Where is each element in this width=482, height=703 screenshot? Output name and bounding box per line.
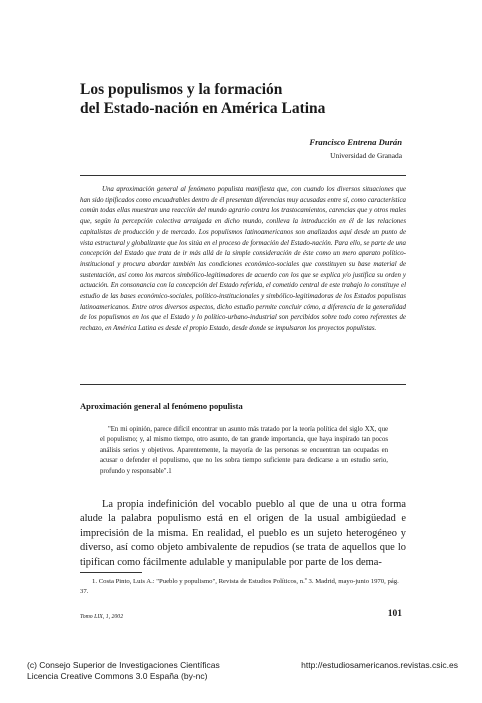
copyright-line-1: (c) Consejo Superior de Investigaciones Científicas <box>27 660 220 670</box>
copyright-notice <box>27 660 220 682</box>
title-line-2: del Estado-nación en América Latina <box>80 100 326 117</box>
abstract-top-rule <box>80 175 406 176</box>
footnote-rule <box>80 572 142 573</box>
author-affiliation: Universidad de Granada <box>330 151 402 160</box>
title-line-1: Los populismos y la formación <box>80 81 283 98</box>
footnote-text: 1. Costa Pinto, Luis A.: "Pueblo y populismo", Revista de Estudios Políticos, n.º 3. Madrid, mayo-junio 1970, pág. 37. <box>80 578 399 595</box>
author-name: Francisco Entrena Durán <box>309 137 402 147</box>
journal-url-link[interactable]: http://estudiosamericanos.revistas.csic.es <box>301 660 458 670</box>
page-number: 101 <box>387 609 402 619</box>
epigraph-quote: "En mi opinión, parece difícil encontrar un asunto más tratado por la teoría política del siglo XX, que el populismo; y, al mismo tiempo, otro asunto, de tan grande importancia, que haya inspirado tan pocos análisis serios y objetivos. Aparentemente, la mayoría de las personas se encuentran tan ocupadas en acusar o defender el populismo, que no les sobra tiempo suficiente para dedicarse a un estudio serio, profundo y responsable".1 <box>100 426 388 475</box>
abstract-text: Una aproximación general al fenómeno populista manifiesta que, con cuando los diversos situaciones que han sido tipificados como encuadrables dentro de él presentan diferencias muy acusadas entre sí, como característica común todas ellas muestran una reacción del mundo agrario contra los trastocamientos, carencias que y otros males que, según la percepción colectiva arraigada en dicho mundo, conlleva la introducción en él de las relaciones capitalistas de producción y de mercado. Los populismos latinoamericanos son analizados aquí desde un punto de vista estructural y globalizante que los sitúa en el proceso de formación del Estado-nación. Para ello, se parte de una concepción del Estado que trata de ir más allá de la simple consideración de éste como un mero aparato político-institucional y procura abordar también las condiciones económico-sociales que constituyen su base material de sustentación, así como los marcos simbólico-legitimadores de acuerdo con los que se explica y/o justifica su orden y actuación. En consonancia con la concepción del Estado referida, el cometido central de este trabajo lo constituye el estudio de las bases económico-sociales, político-institucionales y simbólico-legitimadoras de los Estados populistas latinoamericanos. Entre otros diversos aspectos, dicho estudio permite concluir cómo, a diferencia de la generalidad de los populismos en los que el Estado y lo político-urbano-industrial son percibidos sobre todo como referentes de rechazo, en América Latina es desde el propio Estado, desde donde se impulsaron los proyectos populistas. <box>80 186 406 333</box>
license-line: Licencia Creative Commons 3.0 España (by-nc) <box>27 671 208 681</box>
body-paragraph: La propia indefinición del vocablo pueblo al que de una u otra forma alude la palabra populismo está en el origen de la usual ambigüedad e imprecisión de la misma. En realidad, el pueblo es un sujeto heterogéneo y diverso, así como objeto ambivalente de repudios (se trata de aquellos que lo tipifican como fácilmente adulable y manipulable por parte de los dema- <box>80 499 406 568</box>
article-title <box>80 80 410 118</box>
abstract-bottom-rule <box>80 384 406 385</box>
journal-reference: Tomo LIX, 1, 2002 <box>80 614 124 620</box>
section-heading: Aproximación general al fenómeno populista <box>80 401 243 411</box>
